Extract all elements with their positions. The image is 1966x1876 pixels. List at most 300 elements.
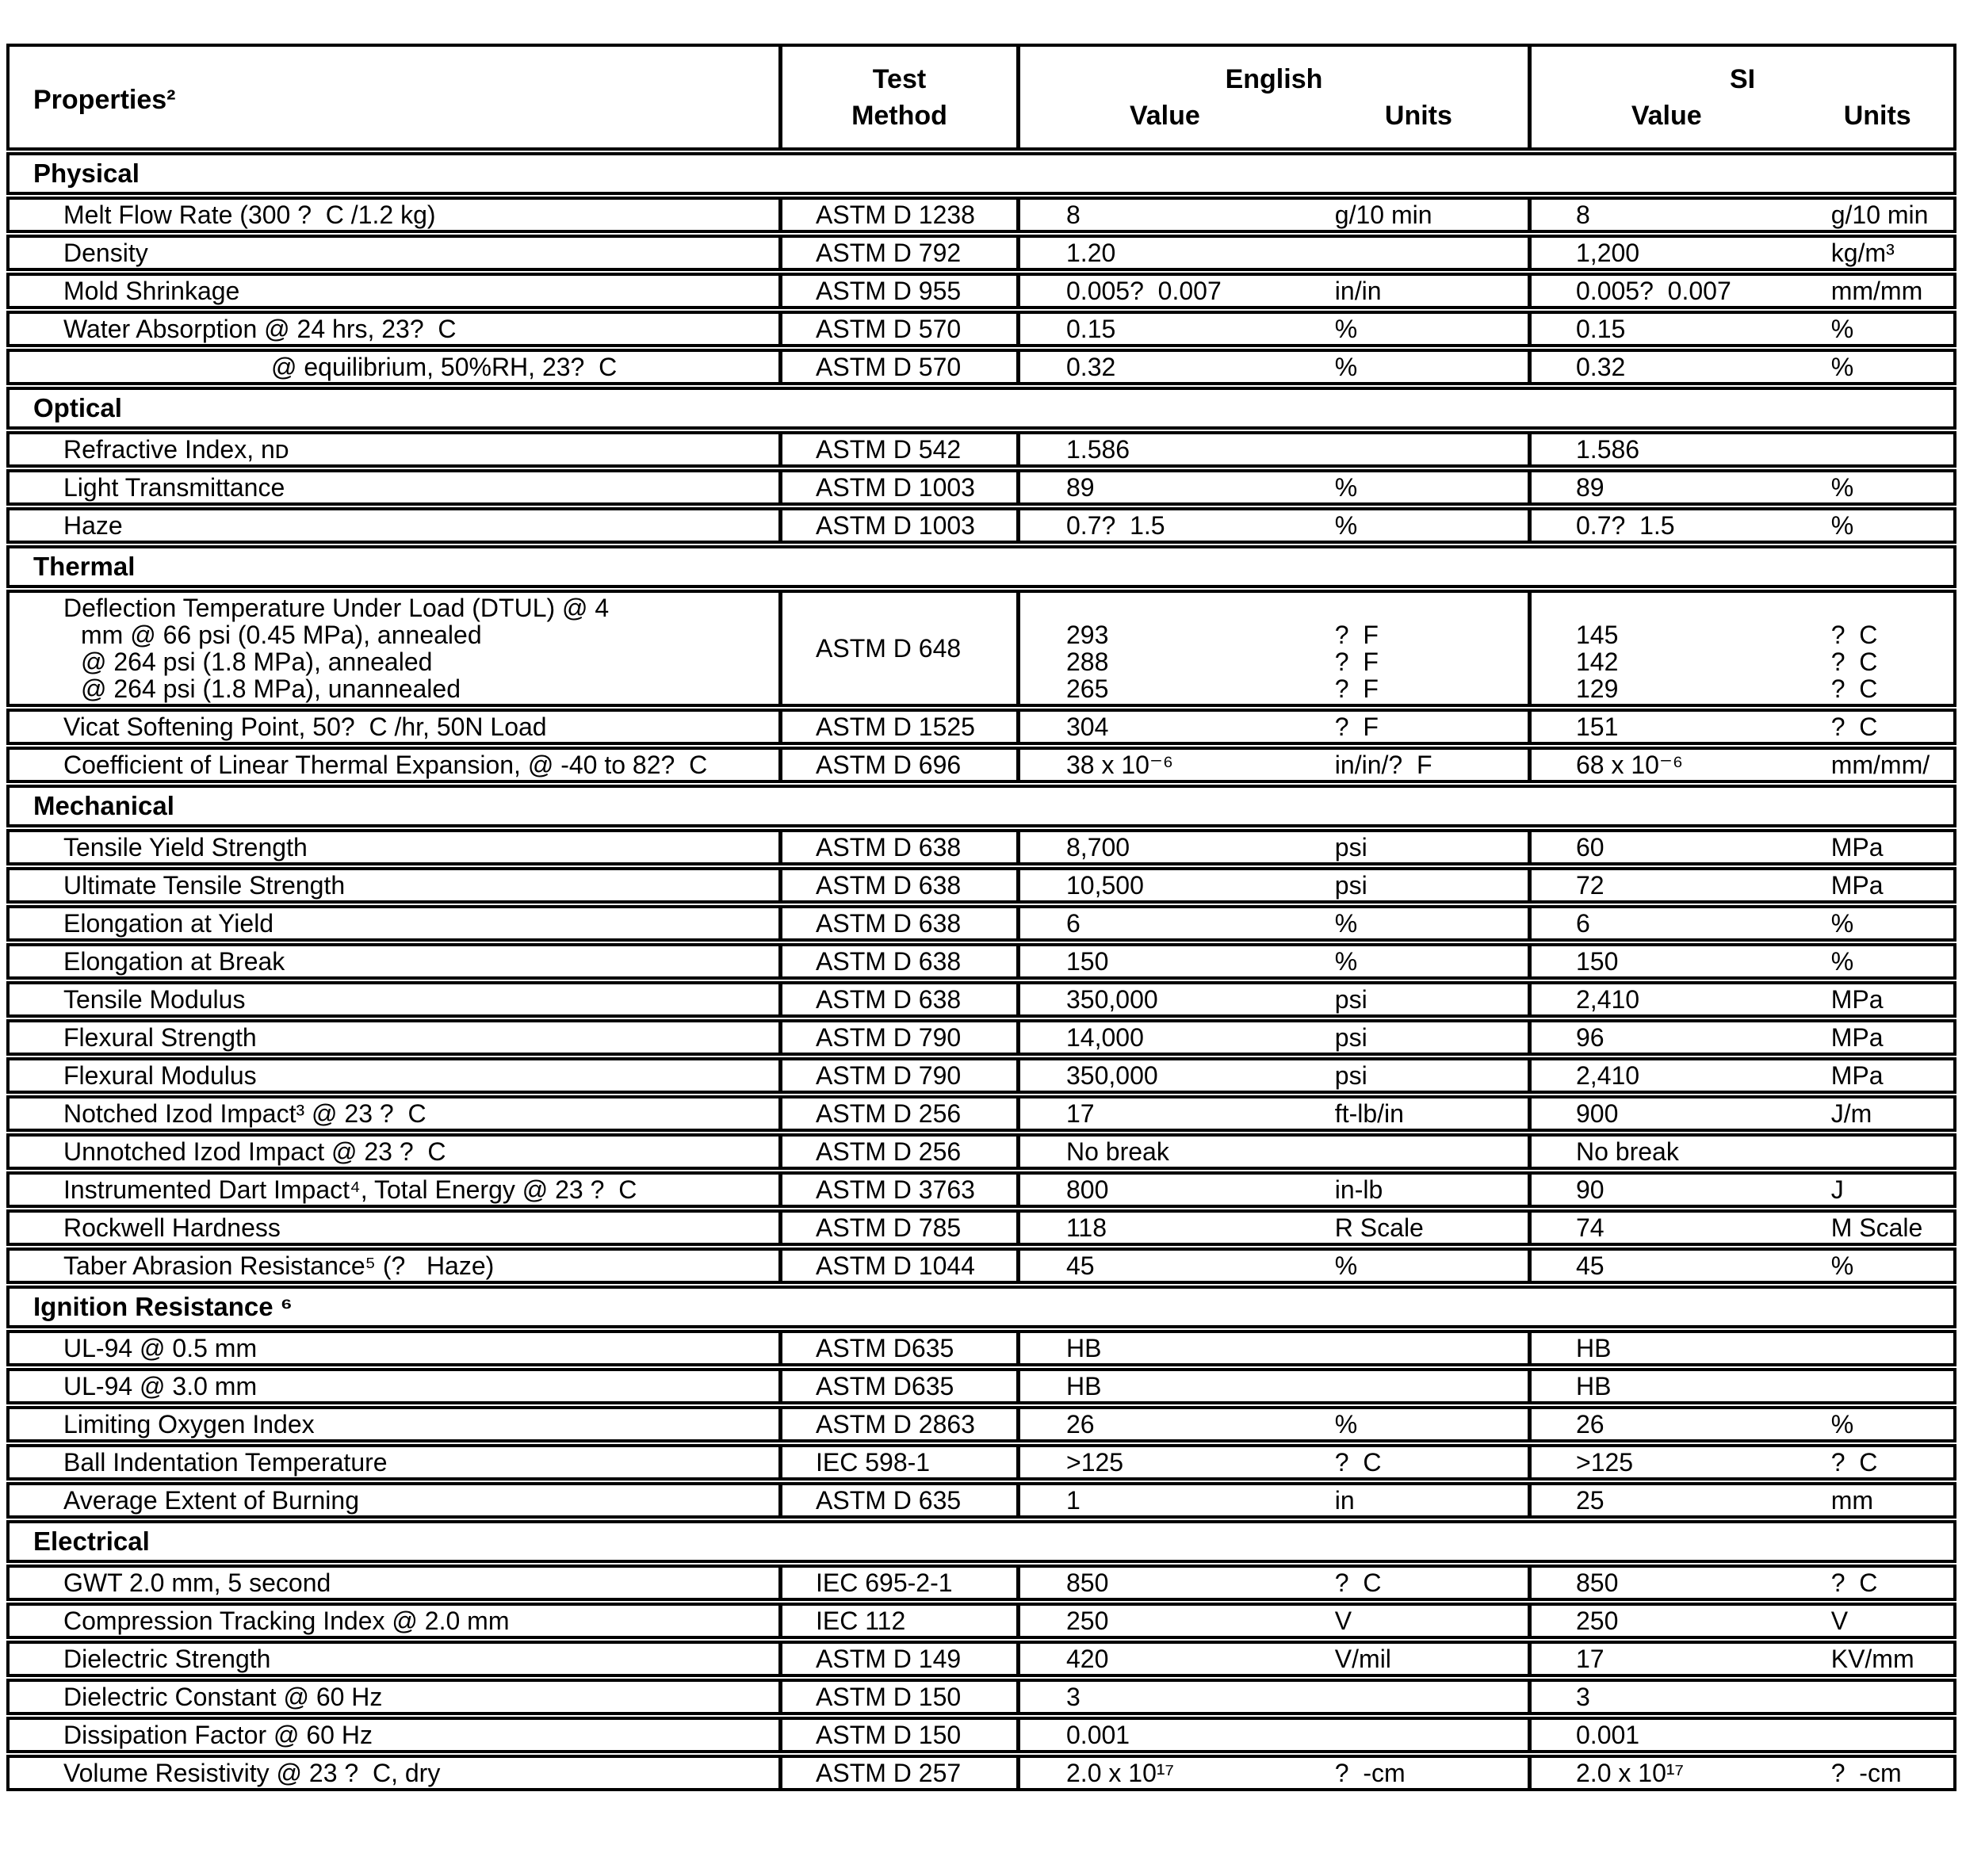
en-value: 1.586: [1066, 435, 1130, 464]
en-value: 38 x 10⁻⁶: [1066, 751, 1174, 779]
si-value: 2,410: [1576, 985, 1640, 1014]
si-value: 60: [1576, 833, 1605, 862]
test-method-cell: ASTM D 648: [782, 593, 1020, 704]
si-units: kg/m³: [1830, 239, 1895, 267]
en-cell: [1020, 870, 1532, 900]
en-value: 8: [1066, 201, 1081, 229]
si-cell: [1532, 1644, 1953, 1674]
en-cell: [1020, 1022, 1532, 1053]
si-cell: [1532, 946, 1953, 976]
table-row: [6, 349, 1956, 385]
test-method-cell: ASTM D 638: [782, 908, 1020, 938]
si-value: 72: [1576, 871, 1605, 900]
test-method-cell: ASTM D 257: [782, 1758, 1020, 1788]
si-value: 151: [1576, 713, 1619, 741]
si-value: 2.0 x 10¹⁷: [1576, 1759, 1685, 1787]
table-row: [6, 905, 1956, 942]
si-cell: [1532, 984, 1953, 1014]
si-value: 0.7? 1.5: [1576, 511, 1675, 540]
table-body: [6, 152, 1956, 1791]
table-row: [6, 1368, 1956, 1404]
table-row: [6, 469, 1956, 506]
property-cell: Taber Abrasion Resistance⁵ (? Haze): [10, 1251, 782, 1281]
table-row: [6, 1482, 1956, 1519]
en-units: ? C: [1334, 1448, 1382, 1477]
si-units: V: [1830, 1607, 1849, 1635]
si-value: 850: [1576, 1568, 1619, 1597]
test-method-cell: ASTM D 149: [782, 1644, 1020, 1674]
si-value: 3: [1576, 1683, 1590, 1711]
table-row: [6, 235, 1956, 271]
si-cell: [1532, 352, 1953, 382]
si-units: J/m: [1830, 1099, 1872, 1128]
property-cell: Instrumented Dart Impact⁴, Total Energy @ 23 ? C: [10, 1175, 782, 1205]
si-units: [1831, 1683, 1953, 1710]
property-cell: Elongation at Yield: [10, 908, 782, 938]
en-units: %: [1334, 947, 1358, 976]
si-value: 6: [1576, 909, 1590, 938]
si-cell: [1532, 1758, 1953, 1788]
section-row: [6, 785, 1956, 827]
si-cell: [1532, 870, 1953, 900]
si-value: 0.32: [1576, 353, 1626, 381]
en-cell: [1020, 1447, 1532, 1477]
en-value: 10,500: [1066, 871, 1144, 900]
si-value: HB: [1576, 1372, 1612, 1400]
test-method-cell: ASTM D 256: [782, 1137, 1020, 1167]
property-cell: Density: [10, 238, 782, 268]
en-units: psi: [1334, 871, 1367, 900]
si-cell: [1532, 510, 1953, 541]
si-cell: [1532, 1720, 1953, 1750]
test-method-cell: IEC 695-2-1: [782, 1568, 1020, 1598]
property-cell: Tensile Yield Strength: [10, 832, 782, 862]
en-units: ? F: [1334, 713, 1379, 741]
table-row: [6, 507, 1956, 544]
en-units: in/in: [1334, 277, 1382, 305]
test-method-cell: ASTM D635: [782, 1333, 1020, 1363]
table-row: [6, 867, 1956, 904]
si-units: KV/mm: [1830, 1645, 1914, 1673]
property-cell: UL-94 @ 3.0 mm: [10, 1371, 782, 1401]
section-row: [6, 387, 1956, 430]
en-value: 89: [1066, 473, 1095, 502]
en-value: 304: [1066, 713, 1109, 741]
si-cell: [1532, 1568, 1953, 1598]
si-value: 90: [1576, 1175, 1605, 1204]
en-cell: [1020, 1213, 1532, 1243]
si-units: ? C ? C ? C: [1830, 621, 1878, 703]
en-value: 1: [1066, 1486, 1081, 1515]
test-method-header-line2: Method: [851, 100, 947, 131]
properties-table: [6, 44, 1956, 1793]
en-units: in-lb: [1334, 1175, 1383, 1204]
en-cell: [1020, 200, 1532, 230]
en-cell: [1020, 1485, 1532, 1515]
section-row: [6, 1286, 1956, 1328]
test-method-cell: ASTM D 638: [782, 870, 1020, 900]
table-row: [6, 1565, 1956, 1601]
en-cell: [1020, 1251, 1532, 1281]
test-method-cell: ASTM D 1003: [782, 472, 1020, 502]
section-row: [6, 1520, 1956, 1563]
test-method-cell: ASTM D 1044: [782, 1251, 1020, 1281]
si-units: %: [1830, 315, 1854, 343]
en-units: %: [1334, 1251, 1358, 1280]
test-method-cell: ASTM D 2863: [782, 1409, 1020, 1439]
property-cell: Refractive Index, nᴅ: [10, 434, 782, 464]
si-units: J: [1830, 1175, 1844, 1204]
si-cell: [1532, 1098, 1953, 1129]
table-row: [6, 829, 1956, 865]
en-units: %: [1334, 1410, 1358, 1439]
en-units: V/mil: [1334, 1645, 1391, 1673]
test-method-cell: ASTM D 150: [782, 1682, 1020, 1712]
si-units: %: [1830, 353, 1854, 381]
si-units: g/10 min: [1830, 201, 1929, 229]
table-row: [6, 1755, 1956, 1791]
section-row: [6, 545, 1956, 588]
si-units: %: [1830, 473, 1854, 502]
en-units: g/10 min: [1334, 201, 1432, 229]
section-title: Physical: [33, 159, 140, 188]
si-units-header: Units: [1843, 100, 1911, 131]
en-cell: [1020, 352, 1532, 382]
property-cell: Dielectric Strength: [10, 1644, 782, 1674]
en-value: HB: [1066, 1372, 1102, 1400]
en-cell: [1020, 1568, 1532, 1598]
header-test-method: [782, 47, 1020, 147]
si-cell: [1532, 472, 1953, 502]
en-value: 0.7? 1.5: [1066, 511, 1165, 540]
si-cell: [1532, 1251, 1953, 1281]
table-row: [6, 981, 1956, 1018]
test-method-cell: ASTM D 955: [782, 276, 1020, 306]
si-units: M Scale: [1830, 1213, 1923, 1242]
si-cell: [1532, 1485, 1953, 1515]
en-value: 0.001: [1066, 1721, 1130, 1749]
property-cell: Mold Shrinkage: [10, 276, 782, 306]
si-units: mm/mm/: [1830, 751, 1930, 779]
en-cell: [1020, 1098, 1532, 1129]
si-value: 145 142 129: [1576, 621, 1619, 703]
test-method-cell: ASTM D 785: [782, 1213, 1020, 1243]
en-cell: [1020, 908, 1532, 938]
en-units: %: [1334, 353, 1358, 381]
en-units: [1335, 1335, 1528, 1362]
property-cell: UL-94 @ 0.5 mm: [10, 1333, 782, 1363]
si-cell: [1532, 593, 1953, 704]
en-units: [1335, 1138, 1528, 1165]
english-units-header: Units: [1384, 100, 1452, 131]
test-method-cell: ASTM D 570: [782, 314, 1020, 344]
si-value: 89: [1576, 473, 1605, 502]
en-cell: [1020, 1060, 1532, 1091]
property-cell: Dissipation Factor @ 60 Hz: [10, 1720, 782, 1750]
en-value: 350,000: [1066, 985, 1158, 1014]
section-title: Mechanical: [33, 791, 174, 820]
en-units: ? -cm: [1334, 1759, 1406, 1787]
si-value: 17: [1576, 1645, 1605, 1673]
si-cell: [1532, 832, 1953, 862]
si-cell: [1532, 1333, 1953, 1363]
si-units: ? C: [1830, 713, 1878, 741]
en-units: %: [1334, 473, 1358, 502]
property-cell: Ultimate Tensile Strength: [10, 870, 782, 900]
si-units: %: [1830, 947, 1854, 976]
test-method-cell: ASTM D 256: [782, 1098, 1020, 1129]
si-cell: [1532, 712, 1953, 742]
en-cell: [1020, 1175, 1532, 1205]
en-value: 420: [1066, 1645, 1109, 1673]
si-units: MPa: [1830, 985, 1884, 1014]
si-value: 0.15: [1576, 315, 1626, 343]
english-header-label: English: [1225, 63, 1323, 94]
table-row: [6, 1444, 1956, 1481]
section-title: Optical: [33, 393, 122, 422]
en-units: [1335, 1373, 1528, 1400]
en-units: psi: [1334, 985, 1367, 1014]
si-cell: [1532, 1682, 1953, 1712]
si-cell: [1532, 314, 1953, 344]
si-value: 26: [1576, 1410, 1605, 1439]
en-value: 3: [1066, 1683, 1081, 1711]
en-value: 6: [1066, 909, 1081, 938]
si-cell: [1532, 200, 1953, 230]
section-title: Thermal: [33, 552, 136, 581]
si-units: [1831, 1138, 1953, 1165]
table-row: [6, 747, 1956, 783]
si-units: %: [1830, 1410, 1854, 1439]
si-value: 0.001: [1576, 1721, 1640, 1749]
en-value: 45: [1066, 1251, 1095, 1280]
test-method-cell: IEC 598-1: [782, 1447, 1020, 1477]
en-units: [1335, 436, 1528, 463]
en-units: %: [1334, 511, 1358, 540]
table-row: [6, 943, 1956, 980]
si-value: No break: [1576, 1137, 1679, 1166]
si-cell: [1532, 276, 1953, 306]
si-units: MPa: [1830, 1061, 1884, 1090]
table-row: [6, 1095, 1956, 1132]
si-value: 250: [1576, 1607, 1619, 1635]
property-cell: Deflection Temperature Under Load (DTUL) @ 4 mm @ 66 psi (0.45 MPa), annealed @ 264 psi (1.8 MPa), annealed @ 264 psi (1.8 MPa), unannealed: [10, 593, 782, 704]
en-units: in: [1334, 1486, 1355, 1515]
en-cell: [1020, 276, 1532, 306]
si-cell: [1532, 238, 1953, 268]
si-value: 150: [1576, 947, 1619, 976]
en-value: 14,000: [1066, 1023, 1144, 1052]
en-units: psi: [1334, 1061, 1367, 1090]
si-units: mm: [1830, 1486, 1874, 1515]
si-value: 8: [1576, 201, 1590, 229]
property-cell: Unnotched Izod Impact @ 23 ? C: [10, 1137, 782, 1167]
en-value: 350,000: [1066, 1061, 1158, 1090]
en-value: 2.0 x 10¹⁷: [1066, 1759, 1175, 1787]
property-cell: Volume Resistivity @ 23 ? C, dry: [10, 1758, 782, 1788]
en-units: [1335, 1683, 1528, 1710]
si-value: 2,410: [1576, 1061, 1640, 1090]
en-cell: [1020, 314, 1532, 344]
test-method-cell: ASTM D 696: [782, 750, 1020, 780]
si-value: 1,200: [1576, 239, 1640, 267]
en-value: 8,700: [1066, 833, 1130, 862]
en-cell: [1020, 712, 1532, 742]
si-units: [1831, 1721, 1953, 1748]
table-row: [6, 431, 1956, 468]
en-value: 0.005? 0.007: [1066, 277, 1222, 305]
en-value: 800: [1066, 1175, 1109, 1204]
property-cell: Average Extent of Burning: [10, 1485, 782, 1515]
en-cell: [1020, 1333, 1532, 1363]
property-cell: Haze: [10, 510, 782, 541]
test-method-cell: ASTM D635: [782, 1371, 1020, 1401]
si-units: MPa: [1830, 1023, 1884, 1052]
property-cell: Coefficient of Linear Thermal Expansion, @ -40 to 82? C: [10, 750, 782, 780]
en-cell: [1020, 238, 1532, 268]
si-units: [1831, 1373, 1953, 1400]
property-cell: Flexural Modulus: [10, 1060, 782, 1091]
en-units: in/in/? F: [1334, 751, 1432, 779]
property-cell: Ball Indentation Temperature: [10, 1447, 782, 1477]
en-cell: [1020, 434, 1532, 464]
en-units: [1335, 239, 1528, 266]
property-cell: Water Absorption @ 24 hrs, 23? C: [10, 314, 782, 344]
table-row: [6, 1171, 1956, 1208]
en-cell: [1020, 1371, 1532, 1401]
si-units: MPa: [1830, 871, 1884, 900]
si-cell: [1532, 1606, 1953, 1636]
en-units: R Scale: [1334, 1213, 1424, 1242]
table-row: [6, 273, 1956, 309]
si-cell: [1532, 1409, 1953, 1439]
table-row: [6, 1641, 1956, 1677]
test-method-cell: ASTM D 790: [782, 1022, 1020, 1053]
table-row: [6, 1209, 1956, 1246]
en-value: No break: [1066, 1137, 1169, 1166]
en-value: 150: [1066, 947, 1109, 976]
table-row: [6, 1133, 1956, 1170]
si-units: ? -cm: [1830, 1759, 1902, 1787]
table-row: [6, 709, 1956, 745]
si-cell: [1532, 1060, 1953, 1091]
test-method-cell: ASTM D 542: [782, 434, 1020, 464]
property-cell: Vicat Softening Point, 50? C /hr, 50N Load: [10, 712, 782, 742]
si-cell: [1532, 908, 1953, 938]
test-method-cell: ASTM D 790: [782, 1060, 1020, 1091]
property-cell: @ equilibrium, 50%RH, 23? C: [10, 352, 782, 382]
si-value: 96: [1576, 1023, 1605, 1052]
test-method-cell: ASTM D 1238: [782, 200, 1020, 230]
en-value: 0.32: [1066, 353, 1116, 381]
en-cell: [1020, 1606, 1532, 1636]
en-value: 850: [1066, 1568, 1109, 1597]
property-cell: GWT 2.0 mm, 5 second: [10, 1568, 782, 1598]
si-cell: [1532, 1447, 1953, 1477]
en-value: >125: [1066, 1448, 1124, 1477]
en-units: %: [1334, 315, 1358, 343]
table-row: [6, 197, 1956, 233]
test-method-cell: IEC 112: [782, 1606, 1020, 1636]
si-value: 68 x 10⁻⁶: [1576, 751, 1684, 779]
en-cell: [1020, 750, 1532, 780]
en-cell: [1020, 1720, 1532, 1750]
header-properties: [10, 47, 782, 147]
test-method-cell: ASTM D 3763: [782, 1175, 1020, 1205]
table-row: [6, 1406, 1956, 1442]
si-cell: [1532, 1371, 1953, 1401]
table-row: [6, 1717, 1956, 1753]
en-cell: [1020, 593, 1532, 704]
en-cell: [1020, 1758, 1532, 1788]
si-cell: [1532, 434, 1953, 464]
si-value-header: Value: [1631, 100, 1702, 131]
si-value: HB: [1576, 1334, 1612, 1362]
test-method-cell: ASTM D 1003: [782, 510, 1020, 541]
properties-header-label: Properties²: [33, 84, 176, 115]
section-row: [6, 152, 1956, 195]
property-cell: Tensile Modulus: [10, 984, 782, 1014]
table-row: [6, 1019, 1956, 1056]
table-row: [6, 1603, 1956, 1639]
en-value: 17: [1066, 1099, 1095, 1128]
si-units: ? C: [1830, 1568, 1878, 1597]
property-cell: Light Transmittance: [10, 472, 782, 502]
section-title: Electrical: [33, 1526, 150, 1556]
english-value-header: Value: [1129, 100, 1200, 131]
en-value: 0.15: [1066, 315, 1116, 343]
en-units: ? F ? F ? F: [1334, 621, 1379, 703]
en-value: 1.20: [1066, 239, 1116, 267]
en-value: 118: [1066, 1213, 1107, 1242]
en-units: V: [1334, 1607, 1352, 1635]
test-method-cell: ASTM D 635: [782, 1485, 1020, 1515]
si-units: ? C: [1830, 1448, 1878, 1477]
si-units: MPa: [1830, 833, 1884, 862]
property-cell: Dielectric Constant @ 60 Hz: [10, 1682, 782, 1712]
header-english-group: [1020, 47, 1532, 147]
en-units: [1335, 1721, 1528, 1748]
si-cell: [1532, 1022, 1953, 1053]
property-cell: Limiting Oxygen Index: [10, 1409, 782, 1439]
si-value: 0.005? 0.007: [1576, 277, 1731, 305]
test-method-cell: ASTM D 150: [782, 1720, 1020, 1750]
si-units: %: [1830, 909, 1854, 938]
si-value: 25: [1576, 1486, 1605, 1515]
en-cell: [1020, 1644, 1532, 1674]
si-cell: [1532, 1213, 1953, 1243]
table-row: [6, 311, 1956, 347]
test-method-cell: ASTM D 792: [782, 238, 1020, 268]
en-value: 250: [1066, 1607, 1109, 1635]
table-row: [6, 590, 1956, 707]
si-units: %: [1830, 511, 1854, 540]
si-header-label: SI: [1729, 63, 1756, 94]
en-cell: [1020, 1682, 1532, 1712]
property-cell: Flexural Strength: [10, 1022, 782, 1053]
test-method-header-line1: Test: [872, 63, 927, 94]
table-row: [6, 1679, 1956, 1715]
en-cell: [1020, 1137, 1532, 1167]
table-row: [6, 1330, 1956, 1366]
header-si-group: [1532, 47, 1953, 147]
en-units: %: [1334, 909, 1358, 938]
en-cell: [1020, 472, 1532, 502]
si-value: >125: [1576, 1448, 1634, 1477]
si-units: [1831, 436, 1953, 463]
en-cell: [1020, 946, 1532, 976]
property-cell: Elongation at Break: [10, 946, 782, 976]
